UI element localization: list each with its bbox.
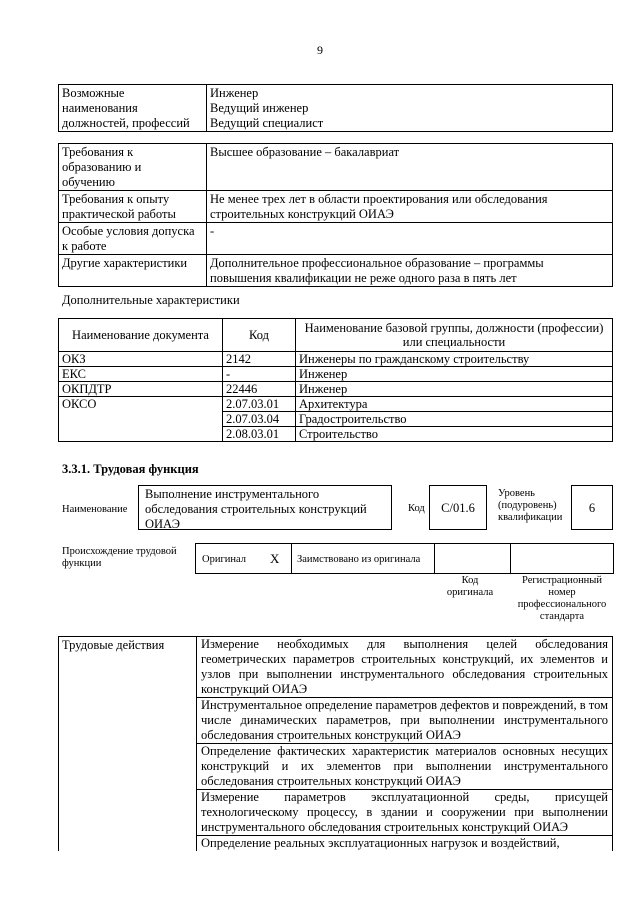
function-title: 3.3.1. Трудовая функция — [62, 462, 199, 476]
professions-label-line: наименования — [62, 101, 138, 115]
row-doc: ЕКС — [59, 367, 223, 382]
code-box — [429, 485, 487, 530]
table-row — [59, 397, 613, 412]
function-name-line: ОИАЭ — [145, 517, 181, 531]
origin-label-line: функции — [62, 558, 102, 569]
caption-line: оригинала — [446, 587, 494, 598]
row-name: Архитектура — [296, 397, 613, 412]
header-doc: Наименование документа — [59, 319, 223, 352]
row-code: 2.07.03.01 — [223, 397, 296, 412]
row-name: Инженер — [296, 367, 613, 382]
header-code: Код — [223, 319, 296, 352]
req-experience-value — [207, 191, 613, 223]
row-code: 2.08.03.01 — [223, 427, 296, 442]
level-label-line: (подуровень) — [498, 500, 557, 511]
req-other-value — [207, 255, 613, 287]
code-original-caption — [432, 575, 508, 599]
function-name-line: Выполнение инструментального — [145, 487, 320, 501]
req-label-line: к работе — [62, 239, 107, 253]
function-name-line: обследования строительных конструкций — [145, 502, 367, 516]
row-doc: ОКЗ — [59, 352, 223, 367]
labor-actions-label: Трудовые действия — [59, 637, 197, 852]
caption-line: Регистрационный — [522, 575, 602, 586]
req-value-line: Высшее образование – бакалавриат — [210, 145, 400, 159]
labor-action-item: Инструментальное определение параметров дефектов и повреждений, в том числе динамических параметров, при выполнении инструментального обследования строительных конструкций ОИАЭ — [197, 698, 613, 744]
req-label-line: Другие характеристики — [62, 256, 188, 270]
profession-item: Ведущий специалист — [210, 116, 324, 130]
level-label-line: Уровень — [498, 488, 535, 499]
row-code: 2.07.03.04 — [223, 412, 296, 427]
level-value: 6 — [588, 501, 596, 515]
profession-item: Ведущий инженер — [210, 101, 309, 115]
origin-row — [195, 543, 614, 574]
profession-item: Инженер — [210, 86, 259, 100]
req-experience-label — [59, 191, 207, 223]
row-code: 2142 — [223, 352, 296, 367]
level-box — [571, 485, 613, 530]
labor-actions-table — [58, 636, 613, 851]
origin-label-line: Происхождение трудовой — [62, 546, 177, 557]
req-label-line: Особые условия допуска — [62, 224, 195, 238]
professions-label-line: Возможные — [62, 86, 125, 100]
code-value: C/01.6 — [441, 501, 475, 515]
caption-line: стандарта — [539, 611, 585, 622]
function-name-label: Наименование — [62, 504, 128, 515]
row-code: 22446 — [223, 382, 296, 397]
origin-label — [62, 546, 177, 570]
table-row — [59, 352, 613, 367]
labor-action-item: Определение фактических характеристик материалов основных несущих конструкций и их элементов при выполнении инструментального обследования строительных конструкций ОИАЭ — [197, 744, 613, 790]
req-label-line: обучению — [62, 175, 115, 189]
req-access-value — [207, 223, 613, 255]
row-name: Инженеры по гражданскому строительству — [296, 352, 613, 367]
professions-values — [207, 85, 613, 132]
labor-action-item: Измерение необходимых для выполнения целей обследования геометрических параметров строительных конструкций, их элементов и узлов при выполнении инструментального обследования строительных конструкций ОИАЭ — [197, 637, 613, 698]
req-label-line: Требования к — [62, 145, 134, 159]
origin-divider — [291, 544, 292, 573]
table-row — [59, 367, 613, 382]
req-value-line: Не менее трех лет в области проектирования или обследования — [210, 192, 548, 206]
labor-action-item: Определение реальных эксплуатационных нагрузок и воздействий, — [197, 836, 613, 852]
caption-line: Код — [461, 575, 479, 586]
req-value-line: - — [210, 224, 215, 238]
row-name: Инженер — [296, 382, 613, 397]
original-label: Оригинал — [202, 554, 246, 565]
origin-divider — [434, 544, 435, 573]
requirements-table — [58, 143, 613, 287]
req-label-line: Требования к опыту — [62, 192, 170, 206]
req-value-line: строительных конструкций ОИАЭ — [210, 207, 394, 221]
professions-table — [58, 84, 613, 132]
professions-label — [59, 85, 207, 132]
req-education-value — [207, 144, 613, 191]
row-code: - — [223, 367, 296, 382]
req-value-line: Дополнительное профессиональное образование – программы — [210, 256, 544, 270]
table-row — [59, 382, 613, 397]
req-access-label — [59, 223, 207, 255]
labor-action-item: Измерение параметров эксплуатационной среды, присущей технологическому процессу, в здании и сооружении при выполнении инструментального обследования строительных конструкций ОИАЭ — [197, 790, 613, 836]
caption-line: профессионального — [517, 599, 607, 610]
professions-label-line: должностей, профессий — [62, 116, 190, 130]
row-name: Градостроительство — [296, 412, 613, 427]
reg-number-caption — [510, 575, 614, 623]
level-label-line: квалификации — [498, 512, 563, 523]
req-label-line: практической работы — [62, 207, 176, 221]
origin-divider — [510, 544, 511, 573]
additional-table — [58, 318, 613, 442]
code-label: Код — [408, 503, 425, 514]
level-label — [498, 488, 562, 524]
function-name-box — [138, 485, 392, 530]
req-other-label — [59, 255, 207, 287]
req-value-line: повышения квалификации не реже одного раза в пять лет — [210, 271, 517, 285]
additional-title: Дополнительные характеристики — [62, 293, 240, 307]
borrowed-label: Заимствовано из оригинала — [297, 554, 421, 565]
original-mark: X — [270, 551, 280, 566]
row-doc: ОКПДТР — [59, 382, 223, 397]
caption-line: номер — [548, 587, 576, 598]
header-name: Наименование базовой группы, должности (профессии) или специальности — [296, 319, 613, 352]
row-doc: ОКСО — [59, 397, 223, 442]
page-number: 9 — [317, 43, 323, 57]
req-education-label — [59, 144, 207, 191]
row-name: Строительство — [296, 427, 613, 442]
req-label-line: образованию и — [62, 160, 142, 174]
